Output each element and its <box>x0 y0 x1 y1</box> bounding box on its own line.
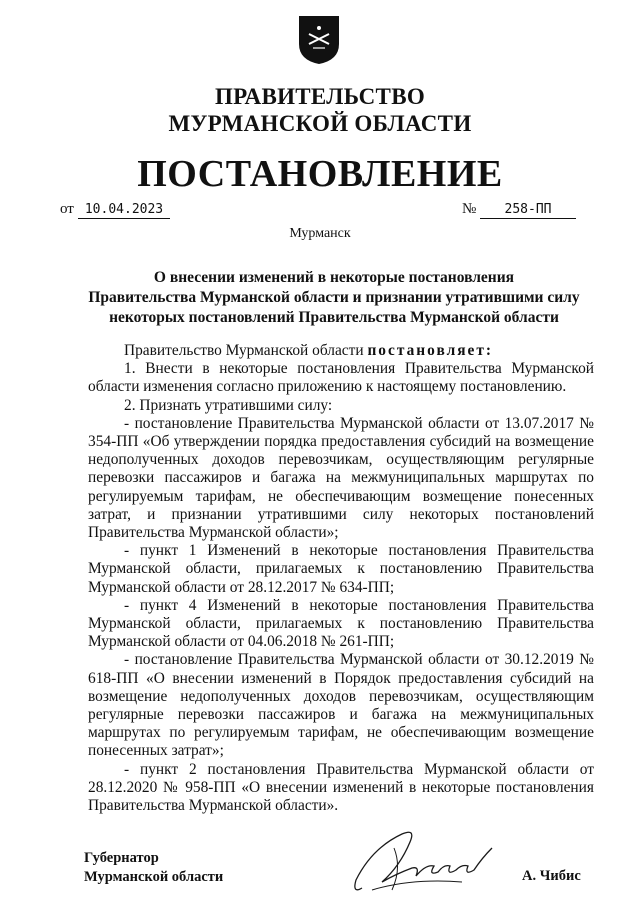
paragraph-repeal-3: - пункт 4 Изменений в некоторые постановления Правительства Мурманской области, прилагаемых к постановлению Правительства Мурманской области от 04.06.2018 № 261-ПП; <box>88 596 594 651</box>
signature-graphic <box>342 818 502 902</box>
handwritten-signature <box>342 818 502 902</box>
document-type-title: ПОСТАНОВЛЕНИЕ <box>137 153 503 195</box>
heading-line: Правительства Мурманской области и признании утратившими силу <box>88 289 580 306</box>
number-label: № <box>462 201 477 217</box>
position-line: Губернатор <box>84 850 159 866</box>
paragraph-item-1: 1. Внести в некоторые постановления Правительства Мурманской области изменения согласно приложению к настоящему постановлению. <box>88 360 594 396</box>
signatory-name: А. Чибис <box>522 868 581 884</box>
coat-of-arms-icon <box>297 14 341 66</box>
heading-line: некоторых постановлений Правительства Мурманской области <box>109 309 559 326</box>
paragraph-repeal-4: - постановление Правительства Мурманской области от 30.12.2019 № 618-ПП «О внесении изменений в Порядок предоставления субсидий на возмещение недополученных доходов перевозчикам, осуществляющим регулярные перевозки пассажиров и багажа на межмуниципальных маршрутах по регулируемым тарифам, не обеспечивающим возмещение понесенных затрат»; <box>88 651 594 760</box>
document-heading <box>88 268 580 328</box>
government-name-line1: ПРАВИТЕЛЬСТВО <box>214 84 426 109</box>
document-body <box>88 342 594 815</box>
document-date: 10.04.2023 <box>78 201 170 219</box>
paragraph-repeal-1: - постановление Правительства Мурманской области от 13.07.2017 № 354-ПП «Об утверждении порядка предоставления субсидий на возмещение недополученных доходов перевозчикам, осуществляющим регулярные перевозки пассажиров и багажа на межмуниципальных маршрутах по регулируемым тарифам, не обеспечивающим возмещение понесенных затрат, и признании утратившими силу некоторых постановлений Правительства Мурманской области»; <box>88 414 594 542</box>
heading-line: О внесении изменений в некоторые постановления <box>153 269 515 286</box>
city-name: Мурманск <box>289 226 351 241</box>
coat-of-arms-emblem <box>297 14 341 66</box>
intro-paragraph <box>88 342 594 360</box>
paragraph-repeal-2: - пункт 1 Изменений в некоторые постановления Правительства Мурманской области, прилагаемых к постановлению Правительства Мурманской области от 28.12.2017 № 634-ПП; <box>88 542 594 596</box>
document-number: 258-ПП <box>480 201 576 219</box>
position-line: Мурманской области <box>84 869 224 885</box>
government-name-line2: МУРМАНСКОЙ ОБЛАСТИ <box>168 111 472 136</box>
date-label: от <box>60 201 74 217</box>
signatory-position <box>84 849 223 887</box>
intro-text: Правительство Мурманской области <box>124 342 368 359</box>
decree-keyword: постановляет: <box>367 342 494 359</box>
paragraph-repeal-5: - пункт 2 постановления Правительства Мурманской области от 28.12.2020 № 958-ПП «О внесении изменений в некоторые постановления Правительства Мурманской области». <box>88 760 594 815</box>
paragraph-item-2: 2. Признать утратившими силу: <box>124 396 333 414</box>
